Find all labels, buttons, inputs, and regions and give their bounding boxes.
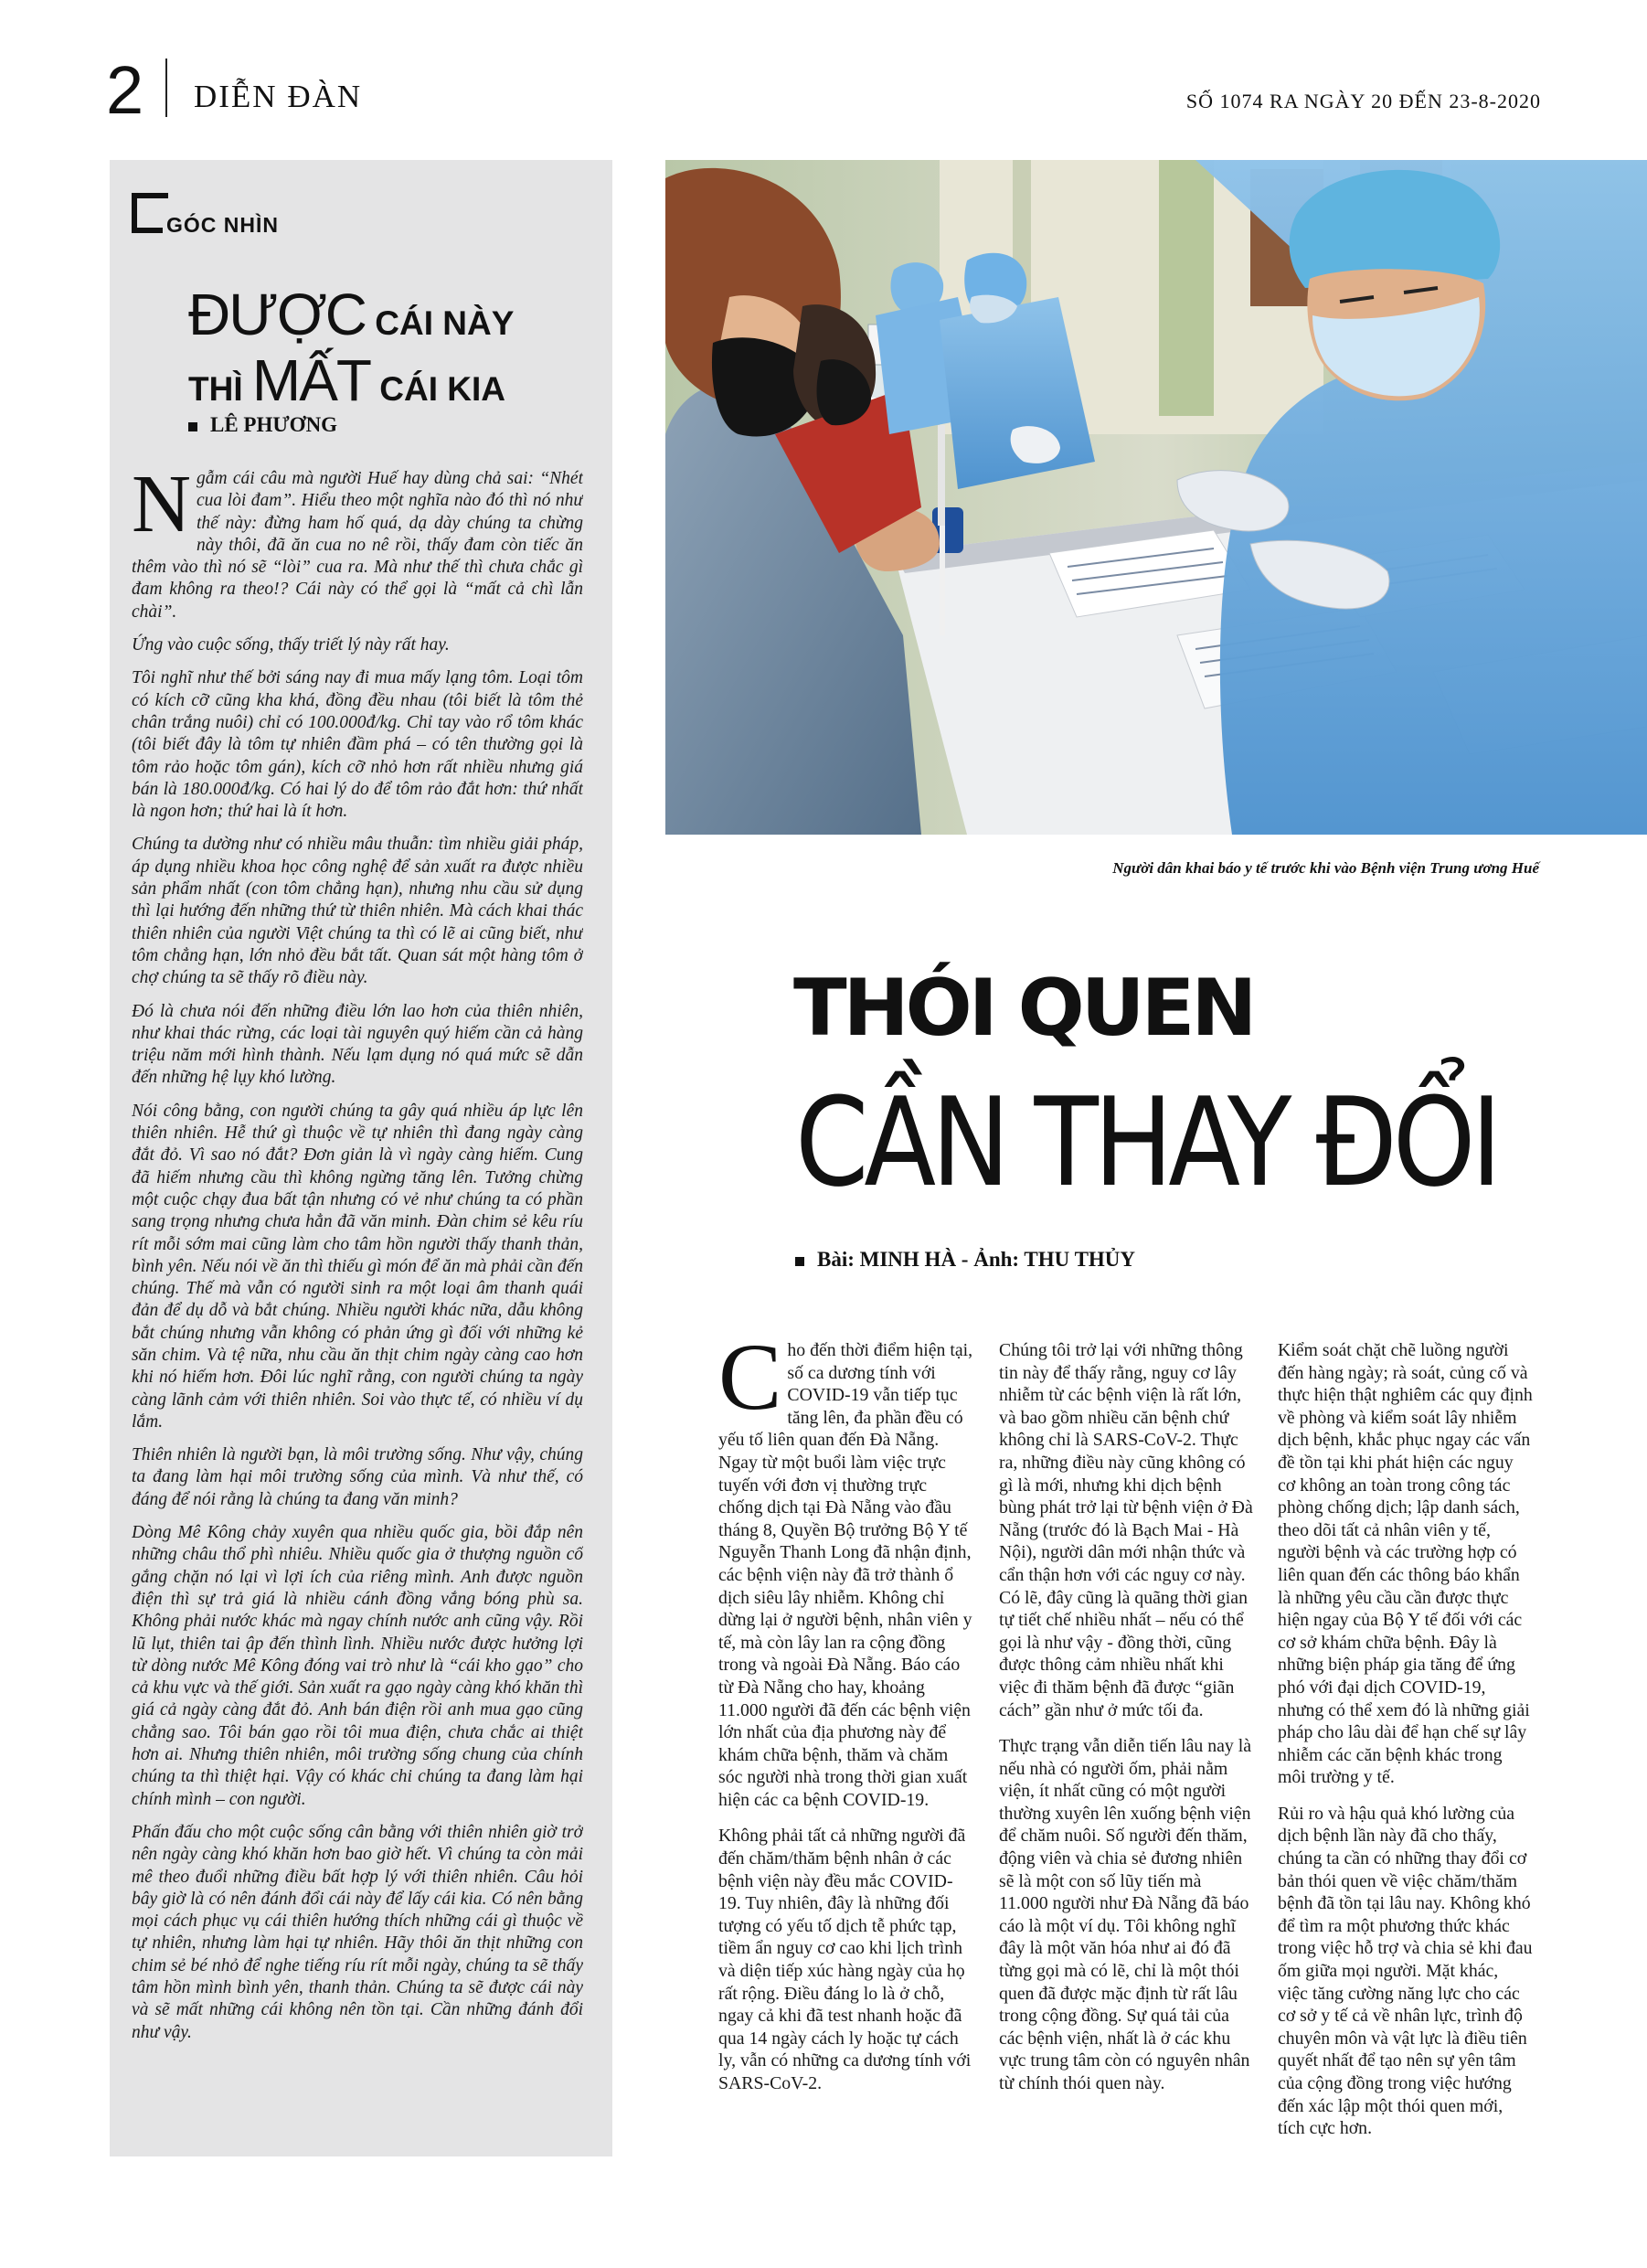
article-paragraph: Thực trạng vẫn diễn tiến lâu nay là nếu nhà có người ốm, phải nằm viện, ít nhất cũng có một người thường xuyên lên xuống bệnh viện để chăm nuôi. Số người đến thăm, động viên và chia sẻ đương nhiên sẽ là một con số lũy tiến mà 11.000 người như Đà Nẵng đã báo cáo là một ví dụ. Tôi không nghĩ đây là một văn hóa như ai đó đã từng gọi mà có lẽ, chỉ là một thói quen đã được mặc định từ rất lâu trong cộng đồng. Sự quá tải của các bệnh viện, nhất là ở các khu vực trung tâm còn có nguyên nhân từ chính thói quen này. [999, 1736, 1252, 2093]
opinion-title-part-3: CÁI KIA [369, 370, 505, 408]
headline-line-1: THÓI QUEN [793, 963, 1254, 1054]
opinion-title-word-1: ĐƯỢC [188, 282, 366, 347]
photo-caption: Người dân khai báo y tế trước khi vào Bệnh viện Trung ương Huế [1112, 859, 1539, 877]
opinion-title [188, 282, 590, 417]
opinion-title-part-1: CÁI NÀY [365, 304, 515, 342]
opinion-body [132, 468, 583, 2150]
article-column-2 [999, 1339, 1254, 2162]
kicker-bracket-icon [132, 193, 163, 233]
issue-info: SỐ 1074 RA NGÀY 20 ĐẾN 23-8-2020 [1185, 90, 1541, 112]
bullet-icon [188, 422, 197, 431]
article-drop-cap: C [718, 1339, 782, 1430]
hospital-photo [665, 160, 1647, 835]
article-paragraph: Kiểm soát chặt chẽ luồng người đến hàng ngày; rà soát, củng cố và thực hiện thật nghiêm các quy định về phòng và kiểm soát lây nhiễm dịch bệnh, khắc phục ngay các vấn đề tồn tại khi phát hiện các nguy cơ không an toàn trong công tác phòng chống dịch; lập danh sách, theo dõi tất cả nhân viên y tế, người bệnh và các trường hợp có liên quan đến các thông báo khẩn là những yêu cầu cần được thực hiện ngay của Bộ Y tế đối với các cơ sở khám chữa bệnh. Đây là những biện pháp gia tăng để ứng phó với đại dịch COVID-19, nhưng có thể xem đó là những giải pháp cho lâu dài để hạn chế sự lây nhiễm các căn bệnh khác trong môi trường y tế. [1278, 1340, 1533, 1788]
opinion-title-part-2: THÌ [188, 370, 252, 408]
article-paragraph-text: ho đến thời điểm hiện tại, số ca dương tính với COVID-19 vẫn tiếp tục tăng lên, đa phần đều có yếu tố liên quan đến Đà Nẵng. Ngay từ một buổi làm việc trực tuyến với đơn vị thường trực chống dịch tại Đà Nẵng vào đầu tháng 8, Quyền Bộ trưởng Bộ Y tế Nguyễn Thanh Long đã nhận định, các bệnh viện này đã trở thành ổ dịch siêu lây nhiễm. Không chỉ dừng lại ở người bệnh, nhân viên y tế, mà còn lây lan ra cộng đồng trong và ngoài Đà Nẵng. Báo cáo từ Đà Nẵng cho hay, khoảng 11.000 người đã đến các bệnh viện lớn nhất của địa phương này để khám chữa bệnh, thăm và chăm sóc người nhà trong thời gian xuất hiện các ca bệnh COVID-19. [718, 1340, 973, 1810]
article-author: Bài: MINH HÀ - Ảnh: THU THỦY [817, 1248, 1136, 1271]
opinion-author: LÊ PHƯƠNG [210, 413, 338, 436]
header-divider [165, 59, 167, 117]
opinion-paragraph: Ứng vào cuộc sống, thấy triết lý này rất hay. [132, 635, 450, 655]
opinion-paragraph: Chúng ta dường như có nhiều mâu thuẫn: tìm nhiều giải pháp, áp dụng nhiều khoa học công nghệ để sản xuất ra được nhiều sản phẩm nhất (con tôm chẳng hạn), nhưng nhu cầu sử dụng thì lại hướng đến những thứ từ thiên nhiên. Mà cách khai thác thiên nhiên của người Việt chúng ta thì có lẽ ai cũng biết, như tôm chẳng hạn, lớn nhỏ đều bắt tất. Quan sát một hàng tôm ở chợ chúng ta sẽ thấy rõ điều này. [132, 835, 583, 988]
bullet-icon [795, 1257, 804, 1266]
opinion-paragraph: Đó là chưa nói đến những điều lớn lao hơn của thiên nhiên, như khai thác rừng, các loại tài nguyên quý hiếm cần cả hàng triệu năm mới hình thành. Nếu lạm dụng nó quá mức sẽ dẫn đến những hệ lụy khó lường. [132, 1001, 583, 1088]
opinion-drop-cap: N [132, 468, 191, 549]
photo-illustration [665, 160, 1647, 835]
opinion-paragraph: Tôi nghĩ như thế bởi sáng nay đi mua mấy lạng tôm. Loại tôm có kích cỡ cũng kha khá, đồng đều nhau (tôi biết là tôm thẻ chân trắng nuôi) chỉ có 100.000đ/kg. Chỉ tay vào rổ tôm khác (tôi biết đây là tôm tự nhiên đầm phá – có tên thường gọi là tôm rảo hoặc tôm gán), kích cỡ nhỏ hơn rất nhiều nhưng giá bán là 180.000đ/kg. Có hai lý do để tôm rảo đắt hơn: thứ nhất là ngon hơn; thứ hai là ít hơn. [132, 668, 583, 822]
section-title: DIỄN ĐÀN [194, 79, 363, 114]
article-paragraph [718, 1339, 973, 1811]
opinion-paragraph: Thiên nhiên là người bạn, là môi trường sống. Như vậy, chúng ta đang làm hại môi trường sống của mình. Và như thế, có đáng để nói rằng là chúng ta đang văn minh? [132, 1445, 583, 1509]
page-number: 2 [106, 52, 144, 128]
headline-line-2: CẦN THAY ĐỔI [795, 1071, 1498, 1214]
article-column-1 [718, 1339, 973, 2162]
opinion-kicker: GÓC NHÌN [166, 213, 279, 237]
article-paragraph: Rủi ro và hậu quả khó lường của dịch bệnh lần này đã cho thấy, chúng ta cần có những thay đổi cơ bản thói quen về việc chăm/thăm bệnh đã tồn tại lâu nay. Không khó để tìm ra một phương thức khác trong việc hỗ trợ và chia sẻ khi đau ốm giữa mọi người. Mặt khác, việc tăng cường năng lực cho các cơ sở y tế cả về nhân lực, trình độ chuyên môn và vật lực là điều tiên quyết nhất để tạo nên sự yên tâm của cộng đồng trong việc hướng đến xác lập một thói quen mới, tích cực hơn. [1278, 1803, 1533, 2139]
opinion-paragraph-text: gẫm cái câu mà người Huế hay dùng chả sai: “Nhét cua lòi đam”. Hiểu theo một nghĩa nào đó thì nó như thế này: đừng ham hố quá, dạ dày chúng ta chừng này thôi, đã ăn cua no nê rồi, thấy đam còn tiếc ăn thêm vào thì nó sẽ “lòi” cua ra. Mà như thế thì chưa chắc gì đam không ra theo!? Cái này có thể gọi là “mất cả chì lẫn chài”. [132, 469, 583, 622]
opinion-byline [188, 413, 337, 437]
opinion-paragraph: Phấn đấu cho một cuộc sống cân bằng với thiên nhiên giờ trở nên ngày càng khó khăn hơn bao giờ hết. Vì chúng ta còn mải mê theo đuổi những điều bất hợp lý với thiên nhiên. Câu hỏi bây giờ là có nên đánh đổi cái này để lấy cái kia. Có nên bằng mọi cách phục vụ cái thiên hướng thích những cái gì thuộc về tự nhiên, nhưng làm hại tự nhiên. Hãy thôi ăn thịt những con chim sẻ bé nhỏ để nghe tiếng ríu rít mỗi ngày, chúng ta sẽ thấy tâm hồn mình bình yên, thanh thản. Chúng ta sẽ được cái này và sẽ mất những cái không nên tồn tại. Cần những đánh đổi như vậy. [132, 1822, 583, 2042]
opinion-paragraph [132, 468, 583, 623]
opinion-paragraph: Dòng Mê Kông chảy xuyên qua nhiều quốc gia, bồi đắp nên những châu thổ phì nhiêu. Nhiều quốc gia ở thượng nguồn cố gắng chặn nó lại vì lợi ích của riêng mình. Anh được nguồn điện thì sự trả giá là nhiều cánh đồng vắng bóng phù sa. Không phải nước khác mà ngay chính nước anh cũng vậy. Rồi lũ lụt, thiên tai ập đến thình lình. Nhiều nước được hưởng lợi từ dòng nước Mê Kông đóng vai trò như là “cái kho gạo” cho cả khu vực và thế giới. Sản xuất ra gạo ngày càng khó khăn thì giá cả ngày càng đắt đỏ. Anh bán điện rồi anh mua gạo cũng chẳng sao. Tôi bán gạo rồi tôi mua điện, chưa chắc ai thiệt hơn ai. Nhưng thiên nhiên, môi trường sống chung của chính chúng ta thì thiệt hại. Vậy có khác chi chúng ta đang làm hại chính mình – con người. [132, 1523, 583, 1809]
opinion-paragraph: Nói công bằng, con người chúng ta gây quá nhiều áp lực lên thiên nhiên. Hễ thứ gì thuộc về tự nhiên thì đang ngày càng đắt đỏ. Vì sao nó đắt? Đơn giản là vì ngày càng hiếm. Cung đã hiếm nhưng cầu thì không ngừng tăng lên. Tưởng chừng một cuộc chạy đua bất tận nhưng có vẻ như chúng ta có phần sang trọng nhưng chưa hẳn đã văn minh. Đàn chim sẻ kêu ríu rít mỗi sớm mai cũng làm cho tâm hồn người thấy thanh thản, bình yên. Nếu nói về ăn thì thiếu gì món để ăn mà phải cần đến chúng. Thế mà vẫn có người sinh ra một loại âm thanh quái đản để dụ dỗ và bắt chúng. Nhiều người khác nữa, dẫu không bắt chúng nhưng vẫn không có phản ứng gì đối với những kẻ săn chim. Và tệ nữa, nhu cầu ăn thịt chim ngày càng cao hơn khi nó hiếm hơn. Đôi lúc nghĩ rằng, con người chúng ta ngày càng lãnh cảm với thiên nhiên. Soi vào thực tế, có nhiều ví dụ lắm. [132, 1101, 583, 1432]
article-byline [795, 1248, 1135, 1272]
article-paragraph: Không phải tất cả những người đã đến chăm/thăm bệnh nhân ở các bệnh viện này đều mắc COVID-19. Tuy nhiên, đây là những đối tượng có yếu tố dịch tễ phức tạp, tiềm ẩn nguy cơ cao khi lịch trình và diện tiếp xúc hàng ngày của họ rất rộng. Điều đáng lo là ở chỗ, ngay cả khi đã test nhanh hoặc đã qua 14 ngày cách ly hoặc tự cách ly, vẫn có những ca dương tính với SARS-CoV-2. [718, 1826, 972, 2093]
opinion-title-word-2: MẤT [251, 347, 370, 413]
article-column-3 [1278, 1339, 1533, 2162]
article-paragraph: Chúng tôi trở lại với những thông tin này để thấy rằng, nguy cơ lây nhiễm từ các bệnh viện là rất lớn, và bao gồm nhiều căn bệnh chứ không chỉ là SARS-CoV-2. Thực ra, những điều này cũng không có gì là mới, nhưng khi dịch bệnh bùng phát trở lại từ bệnh viện ở Đà Nẵng (trước đó là Bạch Mai - Hà Nội), người dân mới nhận thức và cẩn thận hơn với các nguy cơ này. Có lẽ, đây cũng là quãng thời gian tự tiết chế nhiều nhất – nếu có thể gọi là như vậy - đồng thời, cũng được thông cảm nhiều nhất khi việc đi thăm bệnh đã được “giãn cách” gần như ở mức tối đa. [999, 1340, 1253, 1720]
